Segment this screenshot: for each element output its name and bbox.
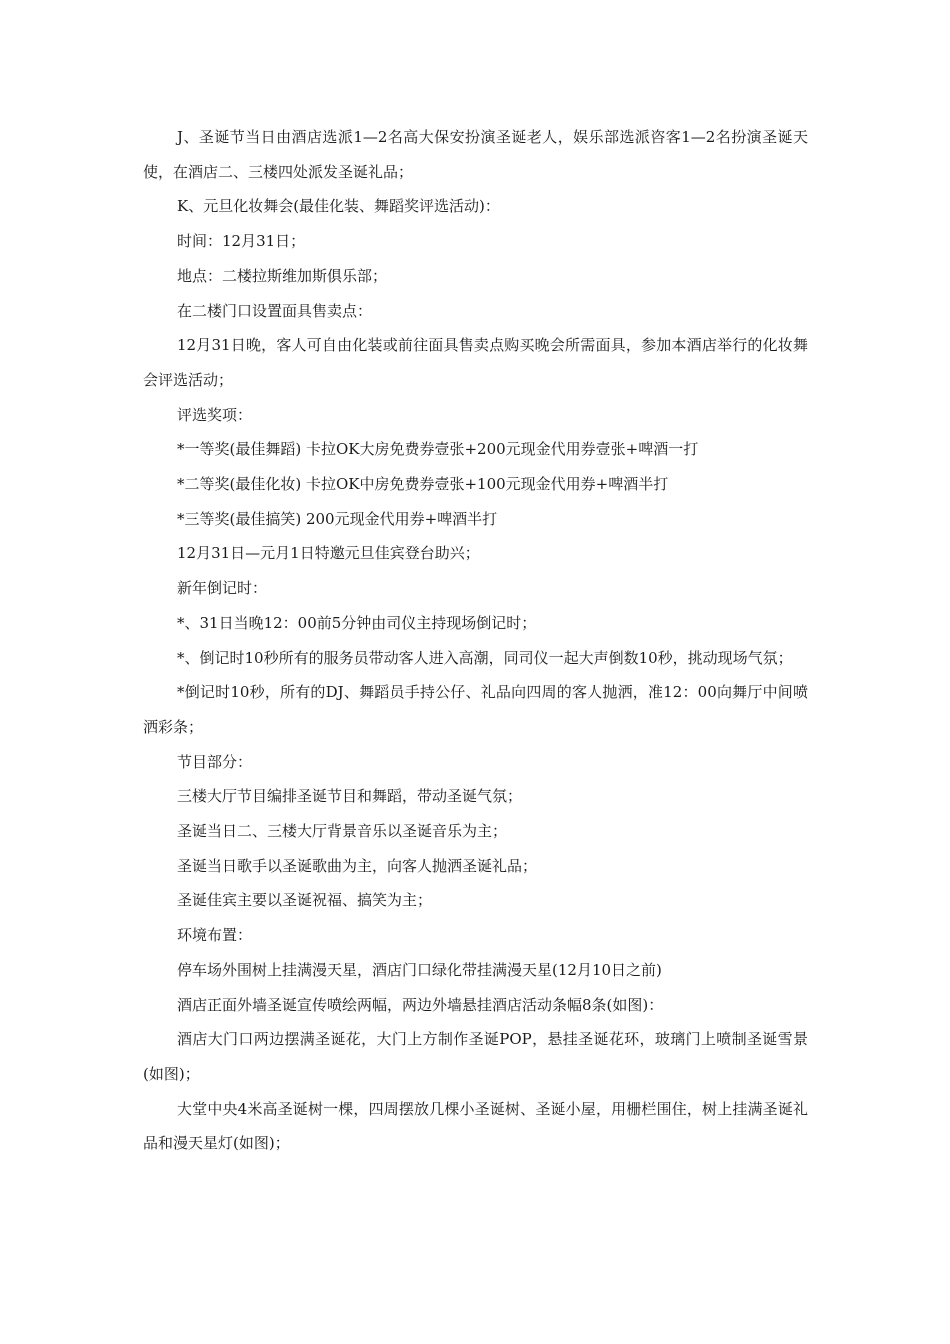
paragraph: 12月31日—元月1日特邀元旦佳宾登台助兴； xyxy=(177,544,480,563)
paragraph: 环境布置： xyxy=(177,926,253,945)
paragraph: 在二楼门口设置面具售卖点： xyxy=(177,301,373,320)
paragraph: 停车场外围树上挂满漫天星，酒店门口绿化带挂满漫天星(12月10日之前) xyxy=(177,960,662,979)
paragraph: 酒店正面外墙圣诞宣传喷绘两幅，两边外墙悬挂酒店活动条幅8条(如图)： xyxy=(177,995,664,1014)
paragraph: 酒店大门口两边摆满圣诞花，大门上方制作圣诞POP，悬挂圣诞花环，玻璃门上喷制圣诞雪景(如图)； xyxy=(143,1030,808,1083)
paragraph: 圣诞当日歌手以圣诞歌曲为主，向客人抛洒圣诞礼品； xyxy=(177,856,538,875)
paragraph: *二等奖(最佳化妆) 卡拉OK中房免费券壹张+100元现金代用券+啤酒半打 xyxy=(177,475,669,494)
paragraph: 时间：12月31日； xyxy=(177,232,306,251)
paragraph: 节目部分： xyxy=(177,752,253,771)
paragraph: 评选奖项： xyxy=(177,405,253,424)
paragraph: 地点：二楼拉斯维加斯俱乐部； xyxy=(177,266,388,285)
paragraph: 圣诞当日二、三楼大厅背景音乐以圣诞音乐为主； xyxy=(177,822,508,841)
paragraph: *一等奖(最佳舞蹈) 卡拉OK大房免费券壹张+200元现金代用券壹张+啤酒一打 xyxy=(177,440,699,459)
paragraph: K、元旦化妆舞会(最佳化装、舞蹈奖评选活动)： xyxy=(177,197,500,216)
paragraph: *倒记时10秒，所有的DJ、舞蹈员手持公仔、礼品向四周的客人抛洒，准12：00向舞厅中间喷洒彩条； xyxy=(143,683,808,736)
paragraph: 12月31日晚，客人可自由化装或前往面具售卖点购买晚会所需面具，参加本酒店举行的化妆舞会评选活动； xyxy=(143,336,808,389)
paragraph: 圣诞佳宾主要以圣诞祝福、搞笑为主； xyxy=(177,891,433,910)
paragraph: 大堂中央4米高圣诞树一棵，四周摆放几棵小圣诞树、圣诞小屋，用栅栏围住，树上挂满圣诞礼品和漫天星灯(如图)； xyxy=(143,1099,808,1153)
paragraph: 三楼大厅节目编排圣诞节目和舞蹈，带动圣诞气氛； xyxy=(177,787,523,806)
paragraph: *、倒记时10秒所有的服务员带动客人进入高潮，同司仪一起大声倒数10秒，挑动现场气氛； xyxy=(177,648,793,667)
document-body xyxy=(143,120,808,1161)
paragraph: J、圣诞节当日由酒店选派1—2名高大保安扮演圣诞老人，娱乐部选派咨客1—2名扮演圣诞天使，在酒店二、三楼四处派发圣诞礼品； xyxy=(143,128,808,181)
paragraph: *三等奖(最佳搞笑) 200元现金代用券+啤酒半打 xyxy=(177,509,498,528)
paragraph: *、31日当晚12：00前5分钟由司仪主持现场倒记时； xyxy=(177,613,537,632)
paragraph: 新年倒记时： xyxy=(177,579,268,598)
